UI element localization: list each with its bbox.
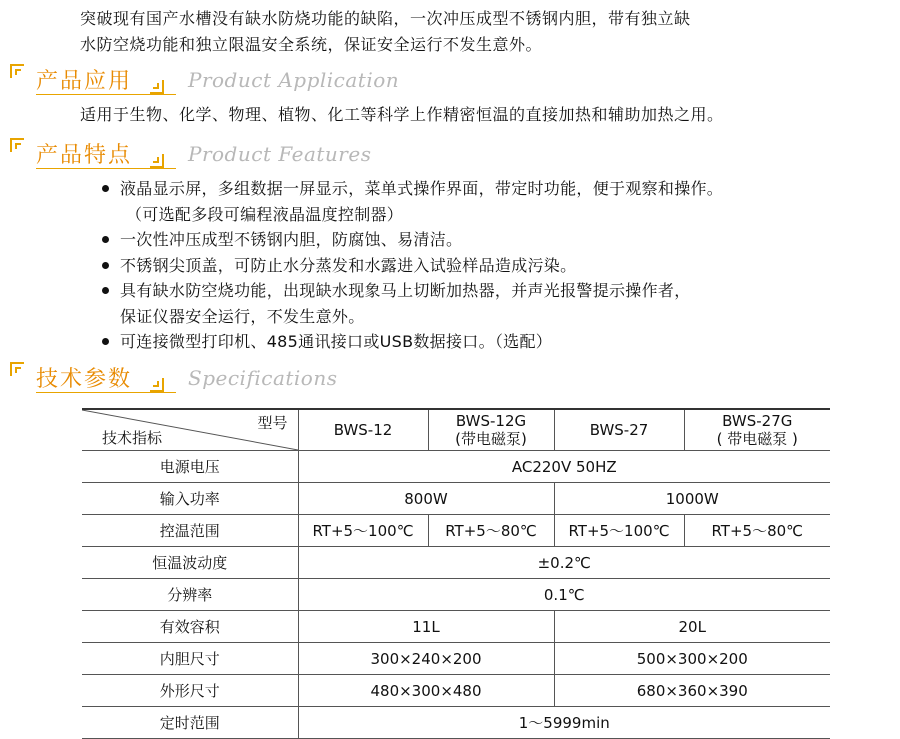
cell-value: 800W [298, 483, 554, 515]
cell-value: 1000W [554, 483, 830, 515]
model-header-cell [554, 409, 684, 451]
table-row [82, 483, 830, 515]
application-text: 适用于生物、化学、物理、植物、化工等科学上作精密恒温的直接加热和辅助加热之用。 [80, 105, 724, 124]
bullet-icon [102, 236, 109, 243]
intro-line-2: 水防空烧功能和独立限温安全系统，保证安全运行不发生意外。 [80, 35, 543, 54]
cell-value: ±0.2℃ [298, 547, 830, 579]
feature-item [98, 176, 858, 227]
feature-continuation: 保证仪器安全运行，不发生意外。 [120, 306, 365, 326]
table-row [82, 675, 830, 707]
cell-value: 480×300×480 [298, 675, 554, 707]
model-name: BWS-12 [333, 421, 393, 439]
intro-line-1: 突破现有国产水槽没有缺水防烧功能的缺陷，一次冲压成型不锈钢内胆，带有独立缺 [80, 9, 691, 28]
header-underline [36, 94, 176, 95]
cell-value: 0.1℃ [298, 579, 830, 611]
feature-item [98, 253, 858, 279]
table-row [82, 611, 830, 643]
corner-ornament-icon [10, 138, 24, 152]
corner-ornament-icon [150, 154, 164, 168]
row-label: 输入功率 [82, 483, 298, 515]
model-name: BWS-27G [722, 412, 793, 430]
header-model-label: 型号 [257, 414, 288, 432]
corner-ornament-icon [150, 80, 164, 94]
corner-ornament-icon [150, 378, 164, 392]
cell-value: 680×360×390 [554, 675, 830, 707]
specs-title-cn: 技术参数 [36, 367, 133, 392]
cell-value: 20L [554, 611, 830, 643]
row-label: 电源电压 [82, 451, 298, 483]
table-row [82, 707, 830, 739]
cell-value: 11L [298, 611, 554, 643]
cell-value: 1～5999min [298, 707, 830, 739]
feature-text: 液晶显示屏，多组数据一屏显示，菜单式操作界面，带定时功能，便于观察和操作。 [120, 179, 724, 198]
corner-ornament-icon [10, 64, 24, 78]
feature-text: 一次性冲压成型不锈钢内胆，防腐蚀、易清洁。 [120, 230, 463, 249]
feature-subtext: （可选配多段可编程液晶温度控制器） [126, 204, 404, 224]
bullet-icon [102, 287, 109, 294]
table-row [82, 547, 830, 579]
row-label: 内胆尺寸 [82, 643, 298, 675]
features-section-header [8, 134, 568, 174]
model-sub: ( 带电磁泵 ) [716, 430, 798, 448]
cell-value: 500×300×200 [554, 643, 830, 675]
specs-section-header [8, 358, 568, 398]
row-label: 定时范围 [82, 707, 298, 739]
specs-table [82, 408, 830, 739]
model-header-cell [684, 409, 830, 451]
feature-text: 不锈钢尖顶盖，可防止水分蒸发和水露进入试验样品造成污染。 [120, 255, 577, 275]
row-label: 分辨率 [82, 579, 298, 611]
corner-ornament-icon [10, 362, 24, 376]
row-label: 外形尺寸 [82, 675, 298, 707]
feature-item [98, 278, 858, 329]
table-row [82, 451, 830, 483]
model-name: BWS-12G [455, 412, 527, 430]
application-title-cn: 产品应用 [36, 69, 133, 94]
feature-text: 可连接微型打印机、485通讯接口或USB数据接口。（选配） [120, 332, 553, 351]
intro-paragraph [80, 6, 840, 58]
row-label: 控温范围 [82, 515, 298, 547]
cell-value: RT+5～100℃ [554, 515, 684, 547]
features-title-en: Product Features [188, 142, 372, 166]
model-sub: (带电磁泵) [455, 430, 527, 448]
application-section-header [8, 60, 568, 100]
bullet-icon [102, 338, 109, 345]
cell-value: RT+5～80℃ [428, 515, 554, 547]
cell-value: RT+5～80℃ [684, 515, 830, 547]
header-underline [36, 392, 176, 393]
cell-value: 300×240×200 [298, 643, 554, 675]
feature-item [98, 329, 858, 355]
bullet-icon [102, 262, 109, 269]
model-header-cell [298, 409, 428, 451]
feature-text: 具有缺水防空烧功能，出现缺水现象马上切断加热器，并声光报警提示操作者， [120, 281, 691, 300]
application-title-en: Product Application [188, 68, 400, 92]
specs-title-en: Specifications [188, 366, 338, 390]
model-header-cell [428, 409, 554, 451]
cell-value: AC220V 50HZ [298, 451, 830, 483]
table-header-row [82, 409, 830, 451]
row-label: 恒温波动度 [82, 547, 298, 579]
header-underline [36, 168, 176, 169]
cell-value: RT+5～100℃ [298, 515, 428, 547]
table-row [82, 579, 830, 611]
row-label: 有效容积 [82, 611, 298, 643]
header-index-label: 技术指标 [102, 429, 163, 447]
model-name: BWS-27 [589, 421, 649, 439]
table-row [82, 643, 830, 675]
table-row [82, 515, 830, 547]
diagonal-header-cell [82, 409, 298, 451]
feature-item [98, 227, 858, 253]
bullet-icon [102, 185, 109, 192]
features-list [98, 176, 858, 355]
features-title-cn: 产品特点 [36, 143, 133, 168]
